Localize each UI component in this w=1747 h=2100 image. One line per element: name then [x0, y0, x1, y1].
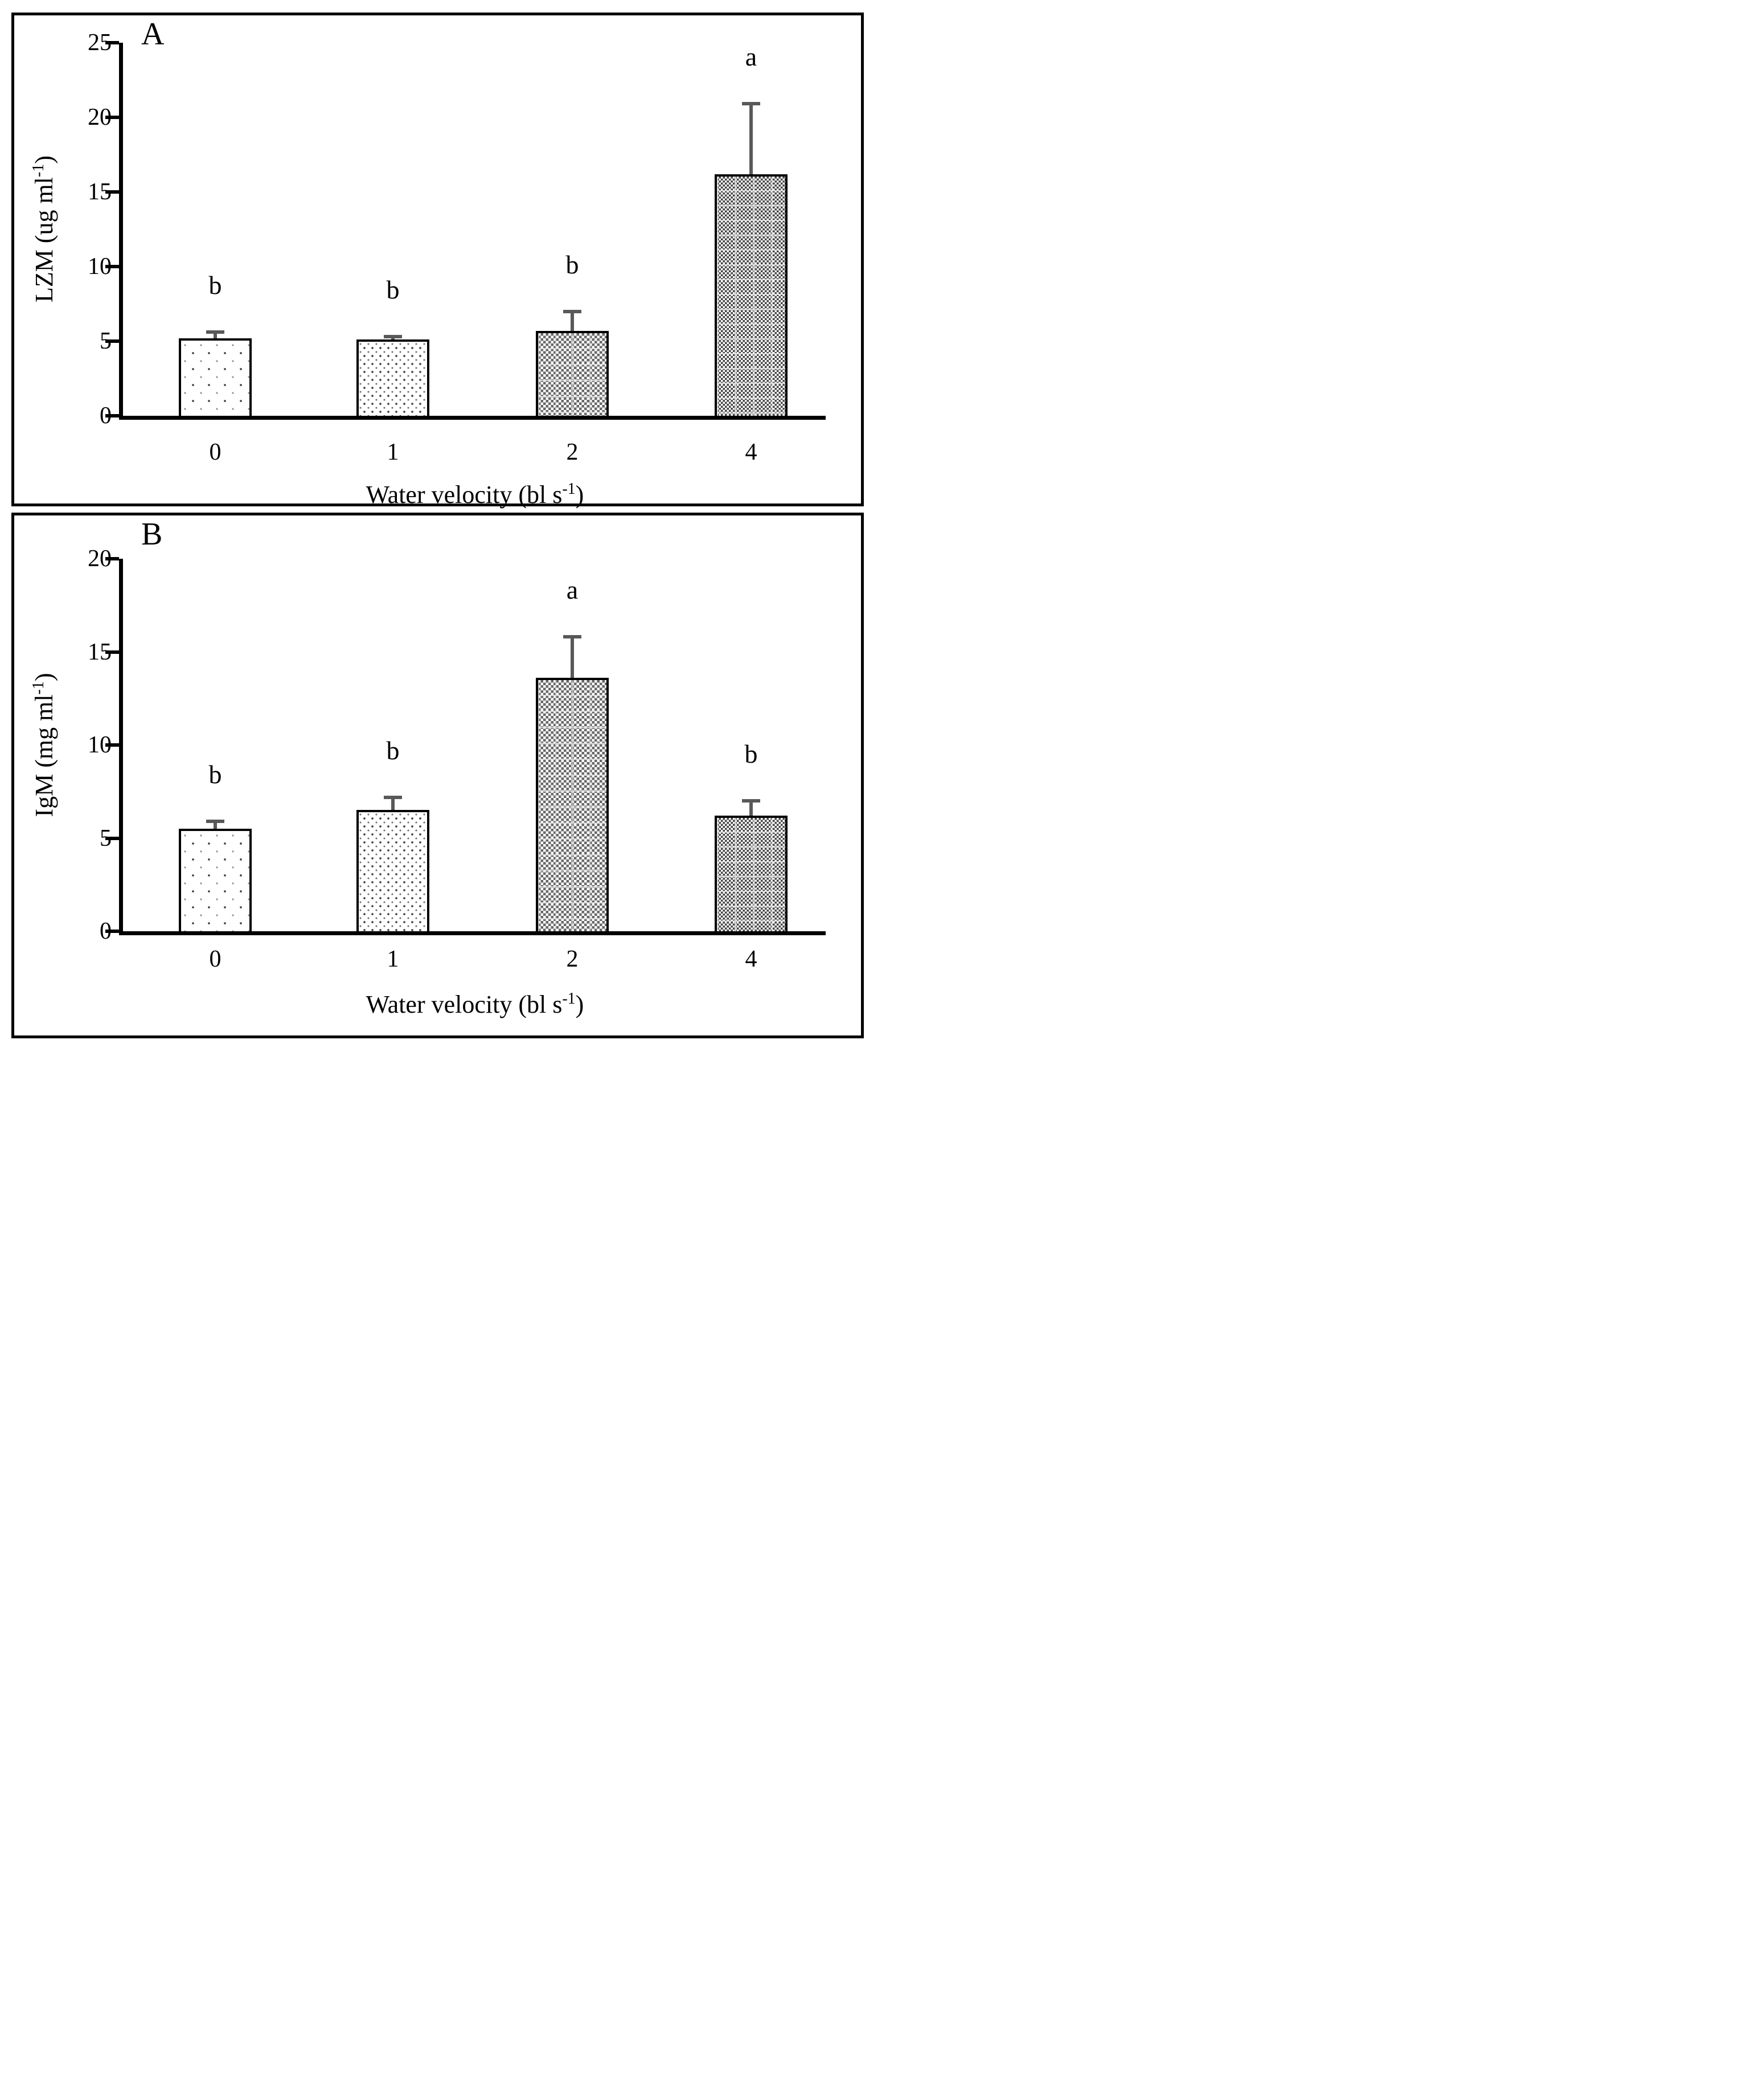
- two-panel-bar-figure: [0, 0, 874, 1050]
- error-bar-cap: [384, 335, 402, 338]
- bar-velocity-2: [536, 331, 609, 420]
- x-title-superscript: -1: [562, 990, 576, 1008]
- error-bar-stem: [749, 801, 753, 816]
- y-tick-label: 25: [88, 30, 112, 56]
- error-bar-cap: [742, 102, 760, 105]
- error-bar-stem: [571, 637, 574, 678]
- error-bar-cap: [206, 330, 224, 334]
- y-title-text: IgM (mg ml: [30, 694, 58, 817]
- significance-letter: b: [208, 271, 222, 300]
- significance-letter: b: [386, 275, 400, 304]
- error-bar-cap: [384, 796, 402, 799]
- error-bar-stem: [749, 104, 753, 174]
- x-category-label: 0: [209, 946, 222, 972]
- panel-a-x-axis-title: [247, 480, 703, 513]
- error-bar-cap: [742, 799, 760, 803]
- error-bar-cap: [563, 635, 581, 638]
- significance-letter: b: [565, 250, 579, 279]
- x-title-text: Water velocity (bl s: [366, 481, 563, 509]
- panel-b-label: B: [141, 517, 163, 552]
- x-axis-line: [119, 931, 826, 935]
- y-tick-label: 20: [88, 104, 112, 130]
- bar-velocity-0: [179, 338, 252, 420]
- panel-b-x-axis-title: [247, 990, 703, 1023]
- y-title-close: ): [30, 155, 58, 164]
- y-tick-label: 15: [88, 179, 112, 205]
- x-category-label: 4: [745, 439, 757, 465]
- bar-velocity-0: [179, 829, 252, 935]
- x-category-label: 1: [387, 439, 399, 465]
- significance-letter: b: [208, 760, 222, 789]
- bar-velocity-4: [715, 816, 788, 935]
- y-axis-line: [119, 559, 123, 935]
- x-title-superscript: -1: [562, 480, 576, 498]
- significance-letter: a: [745, 42, 757, 71]
- x-title-close: ): [575, 481, 584, 509]
- x-category-label: 2: [566, 946, 579, 972]
- y-tick-label: 5: [100, 825, 112, 852]
- y-tick-label: 10: [88, 253, 112, 280]
- y-tick-label: 0: [100, 403, 112, 429]
- y-title-text: LZM (ug ml: [30, 177, 58, 302]
- y-title-superscript: -1: [30, 163, 47, 177]
- bar-velocity-2: [536, 678, 609, 935]
- x-category-label: 2: [566, 439, 579, 465]
- y-title-close: ): [30, 673, 58, 682]
- bar-velocity-1: [356, 339, 429, 420]
- significance-letter: b: [386, 736, 400, 765]
- y-tick-label: 10: [88, 732, 112, 758]
- y-axis-line: [119, 43, 123, 420]
- x-category-label: 4: [745, 946, 757, 972]
- x-axis-line: [119, 416, 826, 420]
- y-tick-label: 15: [88, 639, 112, 665]
- bar-velocity-1: [356, 810, 429, 935]
- error-bar-cap: [206, 820, 224, 823]
- error-bar-stem: [391, 797, 395, 810]
- error-bar-cap: [563, 310, 581, 313]
- x-title-text: Water velocity (bl s: [366, 990, 563, 1018]
- panel-a-label: A: [141, 17, 165, 52]
- y-tick-label: 5: [100, 328, 112, 354]
- significance-letter: a: [566, 575, 579, 604]
- y-tick-label: 20: [88, 546, 112, 572]
- x-category-label: 1: [387, 946, 399, 972]
- y-tick-label: 0: [100, 918, 112, 944]
- x-title-close: ): [575, 990, 584, 1018]
- bar-velocity-4: [715, 174, 788, 420]
- significance-letter: b: [744, 739, 758, 768]
- x-category-label: 0: [209, 439, 222, 465]
- y-title-superscript: -1: [30, 681, 47, 695]
- error-bar-stem: [571, 312, 574, 331]
